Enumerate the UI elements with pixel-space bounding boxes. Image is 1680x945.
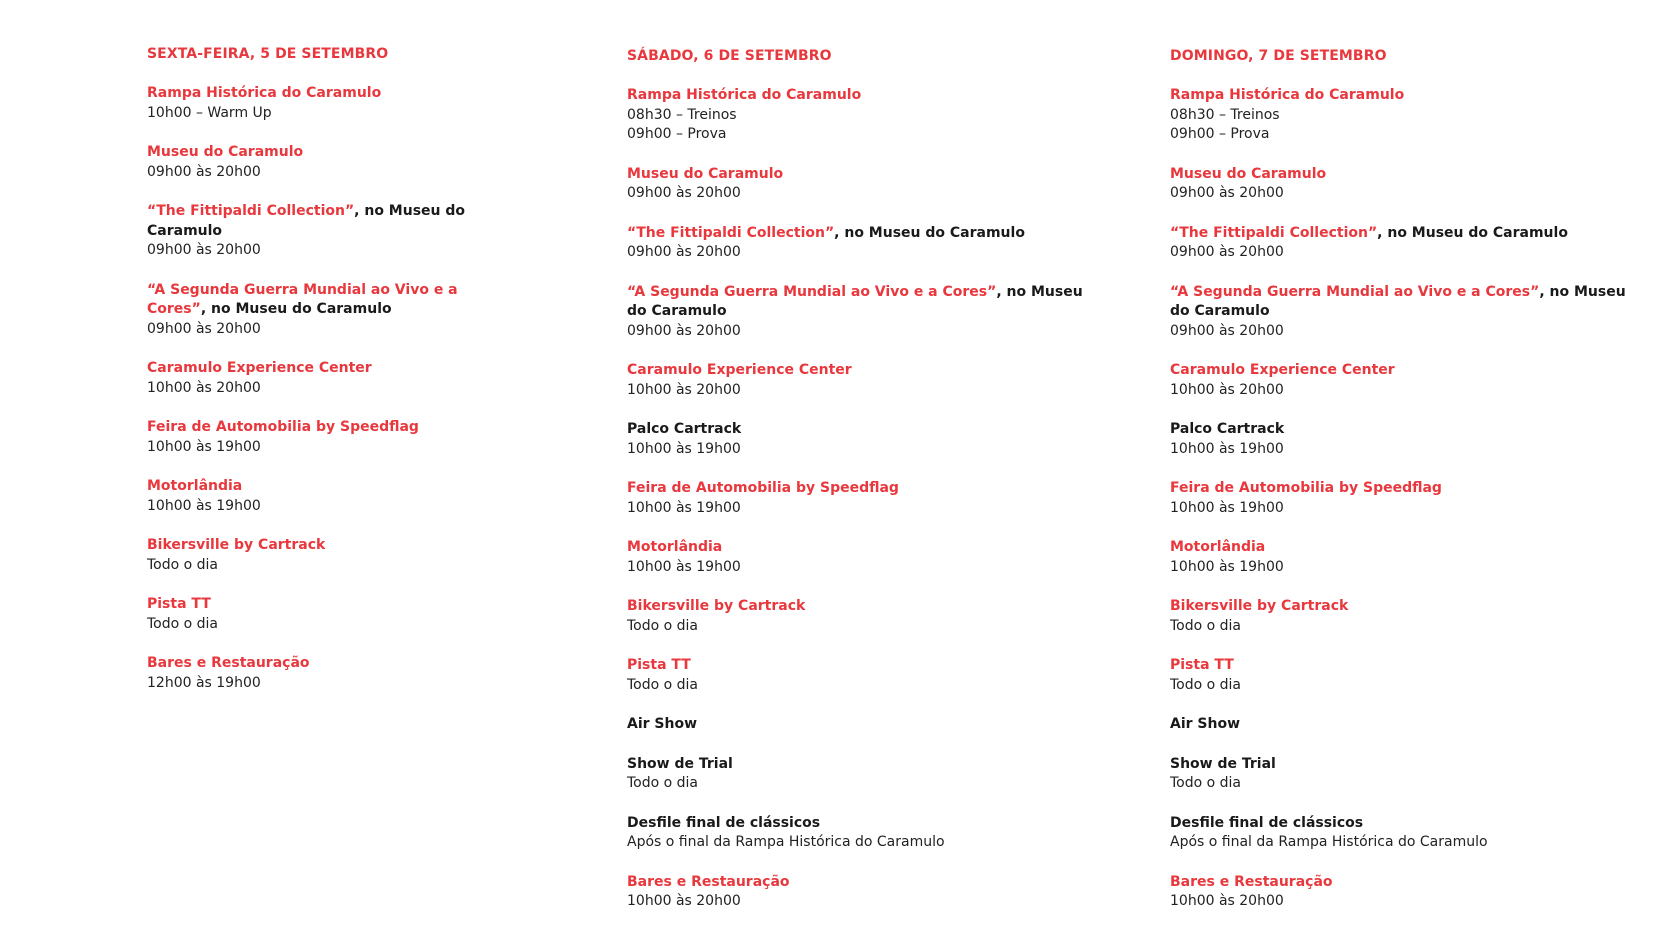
event-title — [627, 283, 1097, 322]
event-times — [1170, 833, 1640, 853]
event-title-highlight: “The Fittipaldi Collection” — [1170, 224, 1378, 241]
event-title — [1170, 283, 1640, 322]
event-title — [1170, 715, 1640, 735]
event-item — [1170, 224, 1640, 263]
event-item — [1170, 538, 1640, 577]
event-time: Todo o dia — [627, 775, 699, 791]
event-times — [147, 497, 477, 517]
event-time: 09h00 – Prova — [1170, 126, 1270, 142]
event-title-suffix: , no Museu do Caramulo — [147, 203, 466, 239]
event-title — [1170, 597, 1640, 617]
event-item — [627, 224, 1097, 263]
event-time: 10h00 às 19h00 — [1170, 440, 1284, 457]
event-title — [1170, 656, 1640, 676]
event-times — [1170, 774, 1640, 794]
event-time: 09h00 às 20h00 — [627, 244, 741, 260]
event-title-highlight: “The Fittipaldi Collection” — [627, 224, 835, 241]
event-times — [1170, 558, 1640, 578]
event-time: 10h00 às 20h00 — [147, 379, 261, 396]
event-title — [1170, 873, 1640, 893]
event-times — [147, 320, 477, 340]
event-title — [627, 755, 1097, 775]
event-time: 09h00 às 20h00 — [147, 320, 261, 337]
event-title-highlight: Motorlândia — [1170, 539, 1266, 555]
day-column-saturday — [627, 47, 1097, 932]
event-item — [1170, 755, 1640, 794]
event-item — [627, 597, 1097, 636]
event-title — [1170, 814, 1640, 834]
event-title-highlight: Bares e Restauração — [627, 873, 790, 890]
event-list — [147, 84, 477, 693]
event-title — [1170, 86, 1640, 106]
event-times — [627, 243, 1097, 263]
event-item — [1170, 165, 1640, 204]
event-title-highlight: Pista TT — [1170, 657, 1234, 673]
event-title-suffix: , no Museu do Caramulo — [627, 283, 1083, 319]
event-item — [627, 361, 1097, 400]
event-title-suffix: Desfile final de clássicos — [1170, 814, 1364, 831]
event-item — [1170, 873, 1640, 912]
day-column-friday — [147, 45, 477, 713]
event-times — [147, 379, 477, 399]
event-title-highlight: Rampa Histórica do Caramulo — [627, 87, 862, 103]
event-times — [627, 106, 1097, 145]
event-title — [627, 814, 1097, 834]
day-title: SEXTA-FEIRA, 5 DE SETEMBRO — [147, 46, 389, 62]
event-times — [627, 676, 1097, 696]
event-time: Todo o dia — [1170, 617, 1242, 634]
event-times — [627, 833, 1097, 853]
event-item — [147, 536, 477, 575]
event-title-highlight: Museu do Caramulo — [1170, 165, 1327, 182]
event-title-highlight: Pista TT — [147, 596, 211, 612]
event-time: 12h00 às 19h00 — [147, 674, 261, 691]
event-title — [1170, 224, 1640, 244]
event-title — [627, 361, 1097, 381]
event-title-highlight: Bikersville by Cartrack — [627, 598, 806, 614]
event-time: 10h00 às 19h00 — [627, 440, 741, 457]
event-title-highlight: Pista TT — [627, 657, 691, 673]
event-time: Todo o dia — [627, 676, 699, 693]
event-title-suffix: , no Museu do Caramulo — [834, 224, 1025, 241]
event-item — [627, 420, 1097, 459]
event-title-highlight: Caramulo Experience Center — [627, 362, 852, 378]
event-title-highlight: Bikersville by Cartrack — [147, 537, 326, 553]
event-item — [627, 715, 1097, 735]
event-item — [627, 283, 1097, 342]
event-item — [1170, 656, 1640, 695]
event-times — [147, 438, 477, 458]
event-item — [147, 359, 477, 398]
event-time: Todo o dia — [1170, 676, 1242, 693]
day-title: SÁBADO, 6 DE SETEMBRO — [627, 48, 832, 64]
event-title-highlight: Bikersville by Cartrack — [1170, 598, 1349, 614]
event-times — [627, 892, 1097, 912]
event-title — [627, 597, 1097, 617]
event-times — [147, 163, 477, 183]
day-column-sunday — [1170, 47, 1640, 932]
event-title-suffix: Palco Cartrack — [1170, 421, 1285, 437]
event-title-suffix: Palco Cartrack — [627, 421, 742, 437]
event-title — [147, 477, 477, 497]
event-title — [627, 873, 1097, 893]
event-title — [1170, 755, 1640, 775]
event-time: 10h00 às 20h00 — [627, 893, 741, 909]
event-item — [627, 755, 1097, 794]
event-time: 10h00 às 19h00 — [147, 497, 261, 514]
event-time: 10h00 às 19h00 — [627, 558, 741, 575]
event-title — [627, 479, 1097, 499]
event-times — [1170, 243, 1640, 263]
event-title-suffix: , no Museu do Caramulo — [1170, 283, 1626, 319]
event-title — [627, 656, 1097, 676]
event-time: 10h00 às 20h00 — [627, 381, 741, 398]
event-time: Todo o dia — [147, 615, 219, 632]
event-title — [627, 538, 1097, 558]
event-time: 09h00 às 20h00 — [1170, 244, 1284, 260]
event-item — [147, 595, 477, 634]
event-title-suffix: Show de Trial — [1170, 755, 1276, 772]
event-times — [1170, 106, 1640, 145]
event-time: 08h30 – Treinos — [1170, 106, 1280, 123]
event-item — [147, 418, 477, 457]
event-title-highlight: Feira de Automobilia by Speedflag — [147, 419, 419, 435]
event-item — [627, 86, 1097, 145]
event-title-suffix: Air Show — [1170, 716, 1241, 732]
event-item — [147, 281, 477, 340]
event-time: 10h00 às 19h00 — [1170, 558, 1284, 575]
event-time: 10h00 às 19h00 — [627, 499, 741, 516]
event-time: Todo o dia — [1170, 775, 1242, 791]
event-times — [627, 322, 1097, 342]
event-item — [1170, 86, 1640, 145]
event-times — [627, 499, 1097, 519]
event-times — [1170, 381, 1640, 401]
event-times — [1170, 892, 1640, 912]
event-times — [147, 241, 477, 261]
event-item — [1170, 283, 1640, 342]
event-times — [1170, 322, 1640, 342]
event-time: 09h00 às 20h00 — [147, 242, 261, 258]
event-title-suffix: , no Museu do Caramulo — [200, 301, 392, 317]
event-title — [147, 143, 477, 163]
event-times — [1170, 499, 1640, 519]
event-title — [147, 202, 477, 241]
event-item — [147, 654, 477, 693]
event-item — [627, 873, 1097, 912]
event-item — [1170, 597, 1640, 636]
event-title-highlight: “The Fittipaldi Collection” — [147, 203, 355, 219]
event-time: 10h00 às 20h00 — [1170, 381, 1284, 398]
event-times — [627, 617, 1097, 637]
event-title-suffix: , no Museu do Caramulo — [1377, 224, 1568, 241]
event-item — [627, 538, 1097, 577]
event-item — [147, 202, 477, 261]
day-title: DOMINGO, 7 DE SETEMBRO — [1170, 48, 1387, 64]
event-time: 10h00 às 19h00 — [1170, 499, 1284, 516]
event-times — [147, 674, 477, 694]
event-title-highlight: Caramulo Experience Center — [147, 360, 372, 376]
event-time: 09h00 às 20h00 — [627, 185, 741, 201]
event-time: 09h00 às 20h00 — [147, 163, 261, 180]
event-times — [627, 381, 1097, 401]
event-title — [1170, 165, 1640, 185]
event-times — [627, 184, 1097, 204]
event-item — [147, 477, 477, 516]
event-list — [627, 86, 1097, 912]
event-times — [1170, 617, 1640, 637]
event-title — [147, 359, 477, 379]
event-title — [147, 84, 477, 104]
event-title — [1170, 479, 1640, 499]
event-title-highlight: Bares e Restauração — [1170, 873, 1333, 890]
event-title-highlight: “A Segunda Guerra Mundial ao Vivo e a Cores” — [1170, 283, 1540, 300]
event-times — [627, 558, 1097, 578]
event-time: Após o final da Rampa Histórica do Caramulo — [627, 834, 945, 850]
event-time: 10h00 – Warm Up — [147, 104, 272, 121]
event-title-highlight: Rampa Histórica do Caramulo — [147, 85, 382, 101]
event-item — [627, 165, 1097, 204]
event-title — [627, 715, 1097, 735]
event-time: 09h00 às 20h00 — [1170, 322, 1284, 339]
event-title — [627, 420, 1097, 440]
event-title — [147, 281, 477, 320]
event-title — [147, 418, 477, 438]
event-title-highlight: Museu do Caramulo — [627, 165, 784, 182]
event-title-suffix: Show de Trial — [627, 755, 733, 772]
event-title-highlight: Motorlândia — [627, 539, 723, 555]
event-title-suffix: Desfile final de clássicos — [627, 814, 821, 831]
event-title — [147, 536, 477, 556]
event-title — [1170, 420, 1640, 440]
event-time: Após o final da Rampa Histórica do Caramulo — [1170, 834, 1488, 850]
event-title — [627, 165, 1097, 185]
event-times — [1170, 440, 1640, 460]
event-title — [627, 86, 1097, 106]
event-list — [1170, 86, 1640, 912]
event-times — [1170, 676, 1640, 696]
event-title — [147, 654, 477, 674]
event-title-highlight: Rampa Histórica do Caramulo — [1170, 87, 1405, 103]
event-item — [627, 656, 1097, 695]
event-title-highlight: Museu do Caramulo — [147, 144, 304, 160]
event-title-highlight: Motorlândia — [147, 478, 243, 494]
event-item — [1170, 420, 1640, 459]
event-time: 09h00 às 20h00 — [1170, 185, 1284, 201]
event-item — [1170, 814, 1640, 853]
event-time: Todo o dia — [147, 556, 219, 573]
event-times — [147, 556, 477, 576]
event-times — [627, 440, 1097, 460]
event-item — [627, 479, 1097, 518]
event-title-suffix: Air Show — [627, 716, 698, 732]
event-times — [1170, 184, 1640, 204]
event-title — [1170, 538, 1640, 558]
event-item — [627, 814, 1097, 853]
event-time: 08h30 – Treinos — [627, 106, 737, 123]
event-time: Todo o dia — [627, 617, 699, 634]
event-title-highlight: Bares e Restauração — [147, 655, 310, 671]
event-item — [147, 84, 477, 123]
event-times — [627, 774, 1097, 794]
event-title — [627, 224, 1097, 244]
event-title-highlight: Caramulo Experience Center — [1170, 362, 1395, 378]
event-time: 10h00 às 20h00 — [1170, 893, 1284, 909]
event-title — [147, 595, 477, 615]
event-item — [1170, 361, 1640, 400]
event-item — [1170, 715, 1640, 735]
event-time: 09h00 às 20h00 — [627, 322, 741, 339]
event-item — [1170, 479, 1640, 518]
event-title-highlight: “A Segunda Guerra Mundial ao Vivo e a Cores” — [627, 283, 997, 300]
event-times — [147, 104, 477, 124]
event-time: 10h00 às 19h00 — [147, 438, 261, 455]
event-title-highlight: Feira de Automobilia by Speedflag — [627, 480, 899, 496]
event-title-highlight: Feira de Automobilia by Speedflag — [1170, 480, 1442, 496]
event-item — [147, 143, 477, 182]
event-times — [147, 615, 477, 635]
event-title — [1170, 361, 1640, 381]
event-time: 09h00 – Prova — [627, 126, 727, 142]
event-title-highlight: “A Segunda Guerra Mundial ao Vivo e a Cores” — [147, 281, 458, 317]
